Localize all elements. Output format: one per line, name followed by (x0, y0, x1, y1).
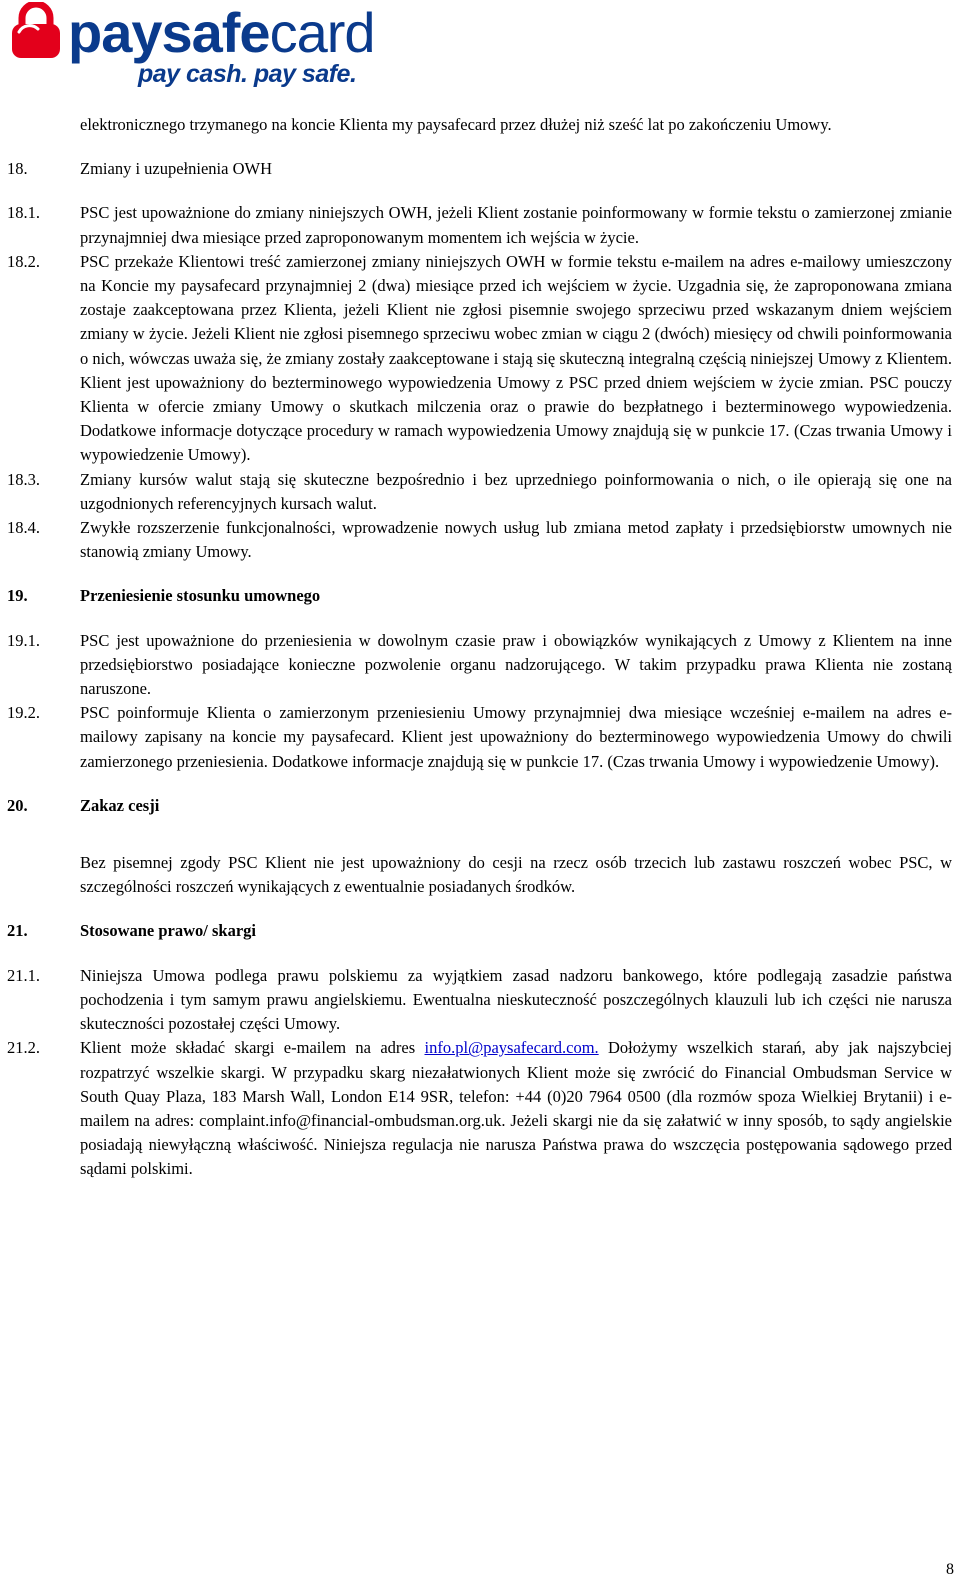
section-20-heading (0, 794, 952, 818)
section-number: 19. (7, 586, 28, 606)
brand-wordmark (68, 1, 375, 64)
intro-paragraph: elektronicznego trzymanego na koncie Klienta my paysafecard przez dłużej niż sześć lat po zakończeniu Umowy. (80, 115, 832, 134)
section-number: 21. (7, 921, 28, 941)
clause-18-1 (0, 201, 952, 249)
brand-wordmark-bold: paysafe (68, 1, 270, 64)
section-title: Zakaz cesji (80, 795, 160, 815)
clause-text: PSC poinformuje Klienta o zamierzonym przeniesieniu Umowy przynajmniej dwa miesiące wcześniej e-mailem na adres e-mailowy zapisany na koncie my paysafecard. Klient jest upoważniony do bezterminowego wypowiedzenia Umowy do chwili zamierzonego przeniesienia. Dodatkowe informacje znajdują się w punkcie 17. (Czas trwania Umowy i wypowiedzenie Umowy). (80, 703, 952, 771)
clause-number: 18.3. (7, 469, 40, 489)
clause-text: Zwykłe rozszerzenie funkcjonalności, wprowadzenie nowych usług lub zmiana metod zapłaty i przedsiębiorstw umownych nie stanowią zmiany Umowy. (80, 518, 952, 562)
section-number: 20. (7, 795, 28, 815)
section-18-heading (0, 157, 952, 181)
section-title: Przeniesienie stosunku umownego (80, 586, 321, 606)
clause-number: 18.1. (7, 203, 40, 223)
clause-text: PSC jest upoważnione do przeniesienia w dowolnym czasie praw i obowiązków wynikających z Umowy z Klientem na inne przedsiębiorstwo posiadające konieczne pozwolenie organu nadzorującego. W takim przypadku prawa Klienta nie zostaną naruszone. (80, 630, 952, 699)
clause-number: 19.1. (7, 630, 40, 650)
clause-text-after-link: Dołożymy wszelkich starań, aby jak najszybciej rozpatrzyć wszelkie skargi. W przypadku skarg niezałatwionych Klient może się zwrócić do Financial Ombudsman Service w South Quay Plaza, 183 Marsh Wall, London E14 9SR, telefon: +44 (0)20 7964 0500 (dla rozmów spoza Wielkiej Brytanii) i e-mailem na adres: complaint.info@financial-ombudsman.org.uk. Jeżeli skargi nie da się załatwić w inny sposób, to sądy angielskie posiadają niewyłączną właściwość. Niniejsza regulacja nie narusza Państwa prawa do wszczęcia postępowania sądowego przed sądami polskimi. (80, 1038, 952, 1179)
clause-text: Niniejsza Umowa podlega prawu polskiemu za wyjątkiem zasad nadzoru bankowego, które podlegają zasadzie państwa pochodzenia i tym samym prawu angielskiemu. Ewentualna nieskuteczność poszczególnych klauzuli lub ich części nie narusza skuteczności pozostałej części Umowy. (80, 965, 952, 1034)
clause-number: 19.2. (7, 703, 40, 723)
page-number: 8 (946, 1561, 954, 1578)
clause-19-2 (0, 701, 952, 774)
clause-number: 18.2. (7, 251, 40, 271)
brand-tagline: pay cash. pay safe. (138, 60, 357, 88)
section-title: Zmiany i uzupełnienia OWH (80, 159, 272, 179)
clause-text (80, 1036, 952, 1181)
clause-18-4 (0, 516, 952, 564)
clause-text-before-link: Klient może składać skargi e-mailem na adres (80, 1038, 425, 1058)
section-title: Stosowane prawo/ skargi (80, 921, 257, 941)
clause-number: 18.4. (7, 518, 40, 538)
section-21-heading (0, 919, 952, 943)
section-19-heading (0, 584, 952, 608)
clause-19-1 (0, 629, 952, 702)
section-number: 18. (7, 159, 28, 179)
clause-text: Zmiany kursów walut stają się skuteczne bezpośrednio i bez uprzedniego poinformowania o nich, o ile opierają się one na uzgodnionych referencyjnych kursach walut. (80, 469, 952, 513)
section-20-paragraph: Bez pisemnej zgody PSC Klient nie jest upoważniony do cesji na rzecz osób trzecich lub zastawu roszczeń wobec PSC, w szczególności roszczeń wynikających z ewentualnie posiadanych środków. (80, 853, 952, 897)
clause-text: PSC przekaże Klientowi treść zamierzonej zmiany niniejszych OWH w formie tekstu e-mailem na adres e-mailowy umieszczony na Koncie my paysafecard przynajmniej 2 (dwa) miesiące przed ich wejściem w życie. Uzgadnia się, że zaproponowana zmiana zostaje zaakceptowana przez Klienta, jeżeli Klient nie zgłosi pisemnie swojego sprzeciwu przed wskazanym dniem wejściem zmiany w życie. Jeżeli Klient nie zgłosi pisemnego sprzeciwu wobec zmian w ciągu 2 (dwóch) miesięcy od chwili poinformowania o nich, wówczas uważa się, że zmiany zostały zaakceptowane i stają się skuteczną integralną częścią niniejszej Umowy z Klientem. Klient jest upoważniony do bezterminowego wypowiedzenia Umowy z PSC przed dniem wejściem w życie zmian. PSC pouczy Klienta w ofercie zmiany Umowy o skutkach milczenia oraz o prawie do bezpłatnego i bezterminowego wypowiedzenia. Dodatkowe informacje dotyczące procedury w ramach wypowiedzenia Umowy znajdują się w punkcie 17. (Czas trwania Umowy i wypowiedzenie Umowy). (80, 251, 952, 465)
clause-number: 21.1. (7, 965, 40, 985)
padlock-icon (8, 2, 68, 62)
clause-21-1 (0, 964, 952, 1037)
clause-18-3 (0, 468, 952, 516)
clause-text: PSC jest upoważnione do zmiany niniejszych OWH, jeżeli Klient zostanie poinformowany w formie tekstu o zamierzonej zmianie przynajmniej dwa miesiące przed zaproponowanym momentem ich wejścia w życie. (80, 203, 952, 247)
clause-number: 21.2. (7, 1038, 40, 1058)
clause-21-2 (0, 1036, 952, 1181)
document-body (0, 113, 960, 1182)
brand-wordmark-thin: card (269, 1, 375, 64)
clause-18-2 (0, 250, 952, 468)
complaint-email-link[interactable]: info.pl@paysafecard.com. (424, 1038, 599, 1058)
